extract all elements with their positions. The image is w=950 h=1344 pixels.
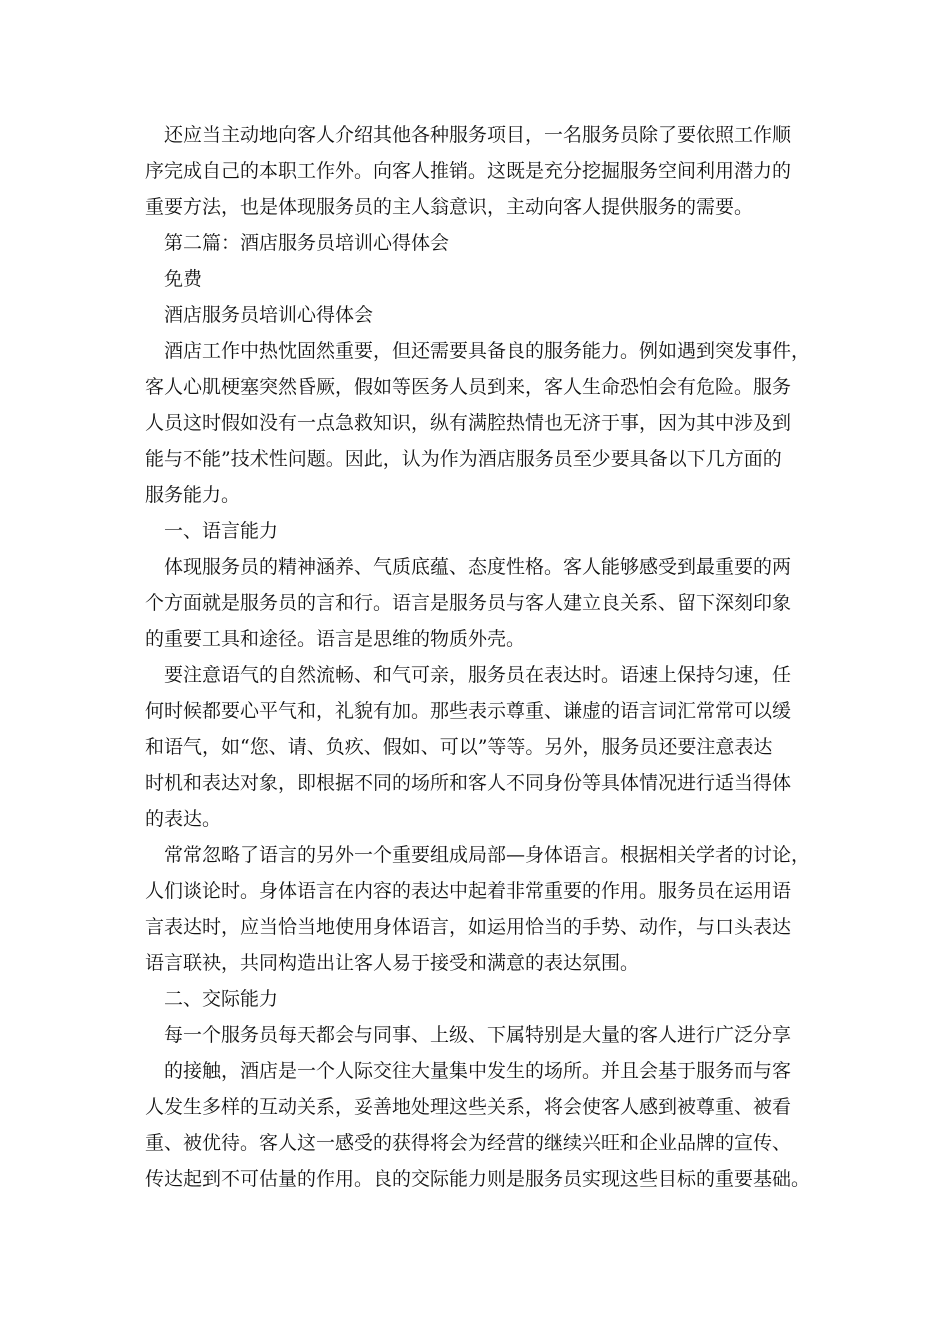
subsection-heading: 二、交际能力 xyxy=(164,988,279,1010)
text-line: 的重要工具和途径。语言是思维的物质外壳。 xyxy=(145,628,526,650)
text-line: 重、被优待。客人这一感受的获得将会为经营的继续兴旺和企业品牌的宣传、 xyxy=(145,1132,792,1154)
text-line: 序完成自己的本职工作外。向客人推销。这既是充分挖掘服务空间利用潜力的 xyxy=(145,160,792,182)
text-line: 人员这时假如没有一点急救知识，纵有满腔热情也无济于事，因为其中涉及到 xyxy=(145,412,792,434)
text-line: 每一个服务员每天都会与同事、上级、下属特别是大量的客人进行广泛分享 xyxy=(164,1024,792,1046)
text-line: 能与不能”技术性问题。因此，认为作为酒店服务员至少要具备以下几方面的 xyxy=(145,448,782,470)
text-line: 言表达时，应当恰当地使用身体语言，如运用恰当的手势、动作，与口头表达 xyxy=(145,916,792,938)
text-line: 还应当主动地向客人介绍其他各种服务项目，一名服务员除了要依照工作顺 xyxy=(164,124,792,146)
text-line: 个方面就是服务员的言和行。语言是服务员与客人建立良关系、留下深刻印象 xyxy=(145,592,792,614)
text-line: 和语气，如“您、请、负疚、假如、可以”等等。另外，服务员还要注意表达 xyxy=(145,736,773,758)
text-line: 语言联袂，共同构造出让客人易于接受和满意的表达氛围。 xyxy=(145,952,640,974)
text-line: 的接触，酒店是一个人际交往大量集中发生的场所。并且会基于服务而与客 xyxy=(164,1060,792,1082)
subsection-heading: 一、语言能力 xyxy=(164,520,279,542)
text-line: 传达起到不可估量的作用。良的交际能力则是服务员实现这些目标的重要基础。 xyxy=(145,1168,811,1190)
text-line: 免费 xyxy=(164,268,203,290)
text-line: 时机和表达对象，即根据不同的场所和客人不同身份等具体情况进行适当得体 xyxy=(145,772,792,794)
text-line: 人们谈论时。身体语言在内容的表达中起着非常重要的作用。服务员在运用语 xyxy=(145,880,792,902)
text-line: 常常忽略了语言的另外一个重要组成局部—身体语言。根据相关学者的讨论， xyxy=(164,844,811,866)
text-line: 人发生多样的互动关系，妥善地处理这些关系，将会使客人感到被尊重、被看 xyxy=(145,1096,792,1118)
text-line: 客人心肌梗塞突然昏厥，假如等医务人员到来，客人生命恐怕会有危险。服务 xyxy=(145,376,792,398)
text-line: 何时候都要心平气和，礼貌有加。那些表示尊重、谦虚的语言词汇常常可以缓 xyxy=(145,700,792,722)
text-line: 酒店工作中热忱固然重要，但还需要具备良的服务能力。例如遇到突发事件， xyxy=(164,340,811,362)
article-title: 酒店服务员培训心得体会 xyxy=(164,304,374,326)
text-line: 的表达。 xyxy=(145,808,222,830)
text-line: 服务能力。 xyxy=(145,484,241,506)
section-heading: 第二篇：酒店服务员培训心得体会 xyxy=(164,232,450,254)
text-line: 重要方法，也是体现服务员的主人翁意识，主动向客人提供服务的需要。 xyxy=(145,196,754,218)
text-line: 体现服务员的精神涵养、气质底蕴、态度性格。客人能够感受到最重要的两 xyxy=(164,556,792,578)
document-body xyxy=(145,117,811,1197)
text-line: 要注意语气的自然流畅、和气可亲，服务员在表达时。语速上保持匀速，任 xyxy=(164,664,792,686)
